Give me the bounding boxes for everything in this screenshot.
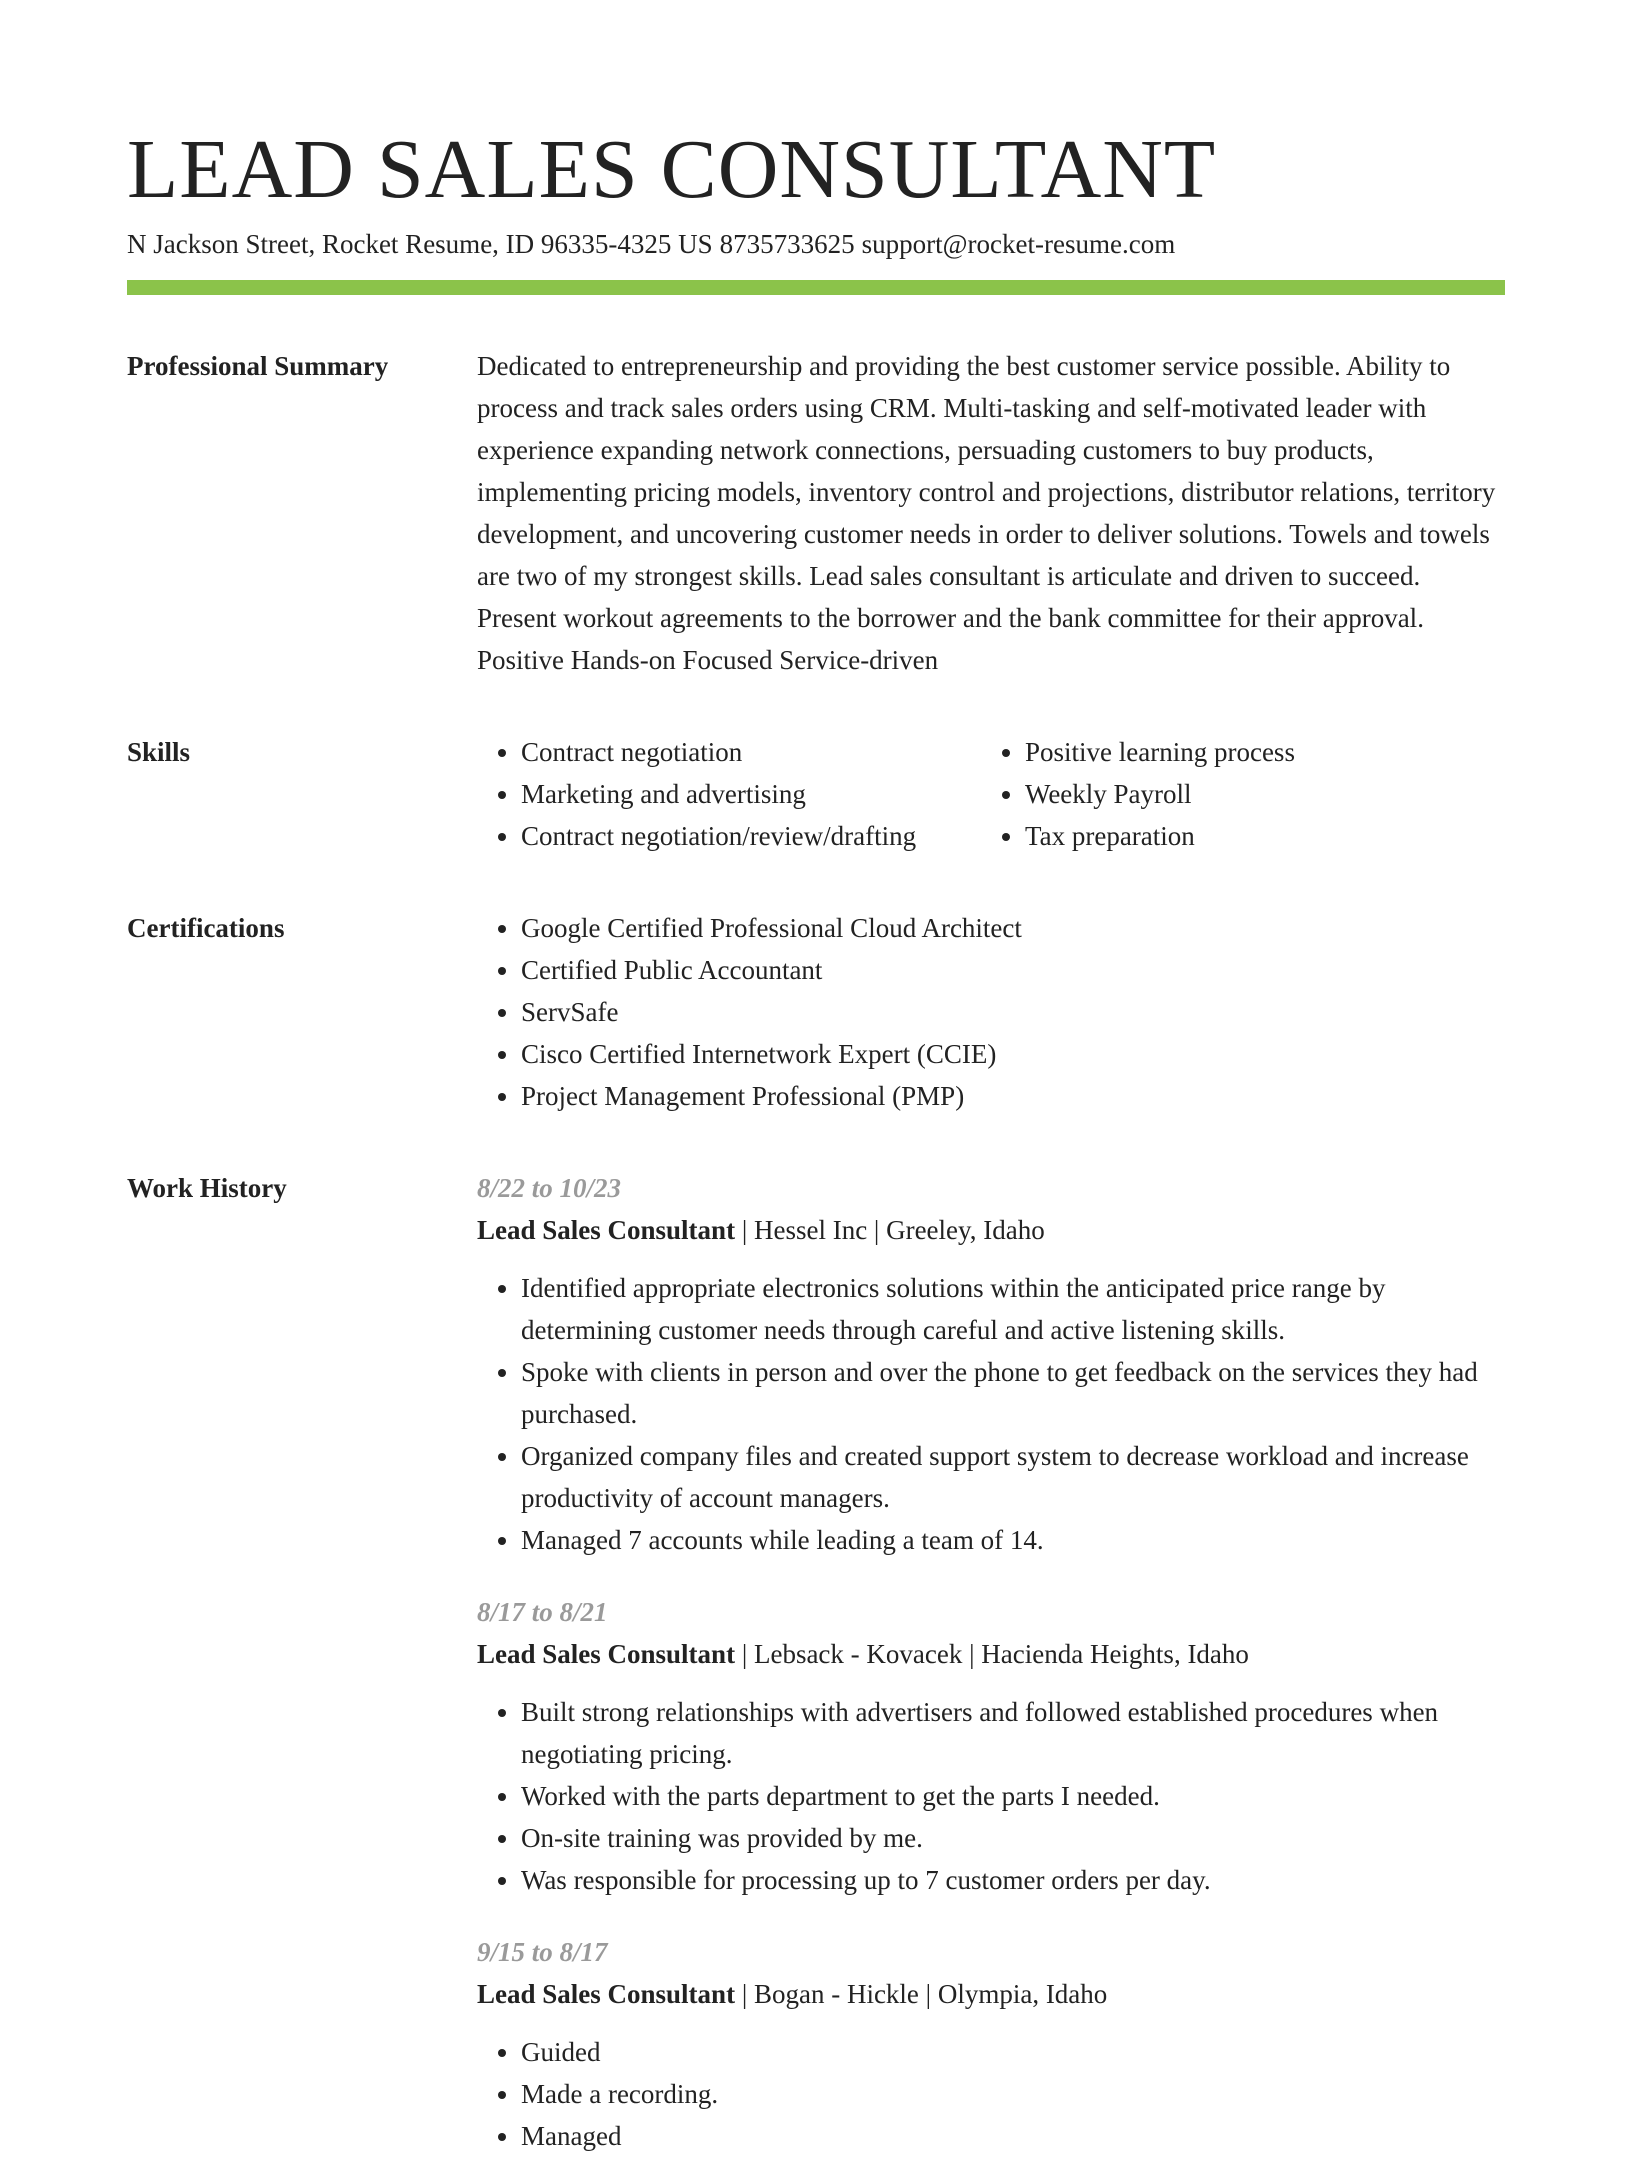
job-bullet: • Was responsible for processing up to 7 customer orders per day. [521, 1859, 1505, 1901]
job-bullet: • Managed [521, 2115, 1505, 2157]
skill-item: • Marketing and advertising [521, 773, 981, 815]
header-divider [127, 280, 1505, 295]
job-bullet: • Worked with the parts department to get the parts I needed. [521, 1775, 1505, 1817]
skills-column-2 [981, 731, 1505, 857]
certifications-section [127, 907, 1505, 1117]
certifications-heading: Certifications [127, 913, 285, 943]
contact-email[interactable]: support@rocket-resume.com [861, 229, 1176, 259]
job-bullets [477, 1691, 1505, 1901]
job-header [477, 1209, 1505, 1251]
job-header [477, 1633, 1505, 1675]
job-entry [477, 1167, 1505, 1561]
work-history-body [477, 1167, 1505, 2157]
job-bullet: • Organized company files and created support system to decrease workload and increase productivity of account managers. [521, 1435, 1505, 1519]
skills-list [477, 731, 1505, 857]
work-history-heading: Work History [127, 1173, 287, 1203]
skill-item: • Contract negotiation [521, 731, 981, 773]
certifications-body [477, 907, 1505, 1117]
certification-item: • Cisco Certified Internetwork Expert (CCIE) [521, 1033, 1505, 1075]
certification-item: • Google Certified Professional Cloud Architect [521, 907, 1505, 949]
job-date: 8/17 to 8/21 [477, 1597, 608, 1627]
job-bullet: • Built strong relationships with advertisers and followed established procedures when negotiating pricing. [521, 1691, 1505, 1775]
job-bullets [477, 2031, 1505, 2157]
contact-address: N Jackson Street, Rocket Resume, ID 96335-4325 US [127, 229, 713, 259]
job-bullet: • Identified appropriate electronics solutions within the anticipated price range by determining customer needs through careful and active listening skills. [521, 1267, 1505, 1351]
summary-heading: Professional Summary [127, 351, 389, 381]
job-bullet: • Managed 7 accounts while leading a team of 14. [521, 1519, 1505, 1561]
summary-section [127, 345, 1505, 681]
certification-item: • Project Management Professional (PMP) [521, 1075, 1505, 1117]
skills-heading: Skills [127, 737, 191, 767]
skill-item: • Positive learning process [1025, 731, 1505, 773]
certification-item: • Certified Public Accountant [521, 949, 1505, 991]
resume-name: LEAD SALES CONSULTANT [127, 123, 1217, 216]
job-bullets [477, 1267, 1505, 1561]
job-entry [477, 1591, 1505, 1901]
summary-text: Dedicated to entrepreneurship and providing the best customer service possible. Ability to process and track sales orders using CRM. Multi-tasking and self-motivated leader with experience expanding network connections, persuading customers to buy products, implementing pricing models, inventory control and projections, distributor relations, territory development, and uncovering customer needs in order to deliver solutions. Towels and towels are two of my strongest skills. Lead sales consultant is articulate and driven to succeed. Present workout agreements to the borrower and the bank committee for their approval. Positive Hands-on Focused Service-driven [477, 351, 1496, 675]
job-title: Lead Sales Consultant [477, 1215, 736, 1245]
job-details: | Lebsack - Kovacek | Hacienda Heights, Idaho [735, 1639, 1249, 1669]
contact-line [127, 226, 1505, 262]
job-title: Lead Sales Consultant [477, 1639, 736, 1669]
certification-item: • ServSafe [521, 991, 1505, 1033]
skill-item: • Contract negotiation/review/drafting [521, 815, 981, 857]
job-header [477, 1973, 1505, 2015]
job-title: Lead Sales Consultant [477, 1979, 736, 2009]
skills-section [127, 731, 1505, 857]
job-details: | Bogan - Hickle | Olympia, Idaho [735, 1979, 1108, 2009]
job-bullet: • Spoke with clients in person and over the phone to get feedback on the services they had purchased. [521, 1351, 1505, 1435]
work-history-section [127, 1167, 1505, 2157]
job-date: 9/15 to 8/17 [477, 1937, 608, 1967]
job-entry [477, 1931, 1505, 2157]
skills-column-1 [477, 731, 981, 857]
job-date: 8/22 to 10/23 [477, 1173, 622, 1203]
job-details: | Hessel Inc | Greeley, Idaho [735, 1215, 1045, 1245]
certifications-list [477, 907, 1505, 1117]
skill-item: • Tax preparation [1025, 815, 1505, 857]
job-bullet: • On-site training was provided by me. [521, 1817, 1505, 1859]
job-bullet: • Made a recording. [521, 2073, 1505, 2115]
job-bullet: • Guided [521, 2031, 1505, 2073]
skill-item: • Weekly Payroll [1025, 773, 1505, 815]
contact-phone: 8735733625 [719, 229, 855, 259]
